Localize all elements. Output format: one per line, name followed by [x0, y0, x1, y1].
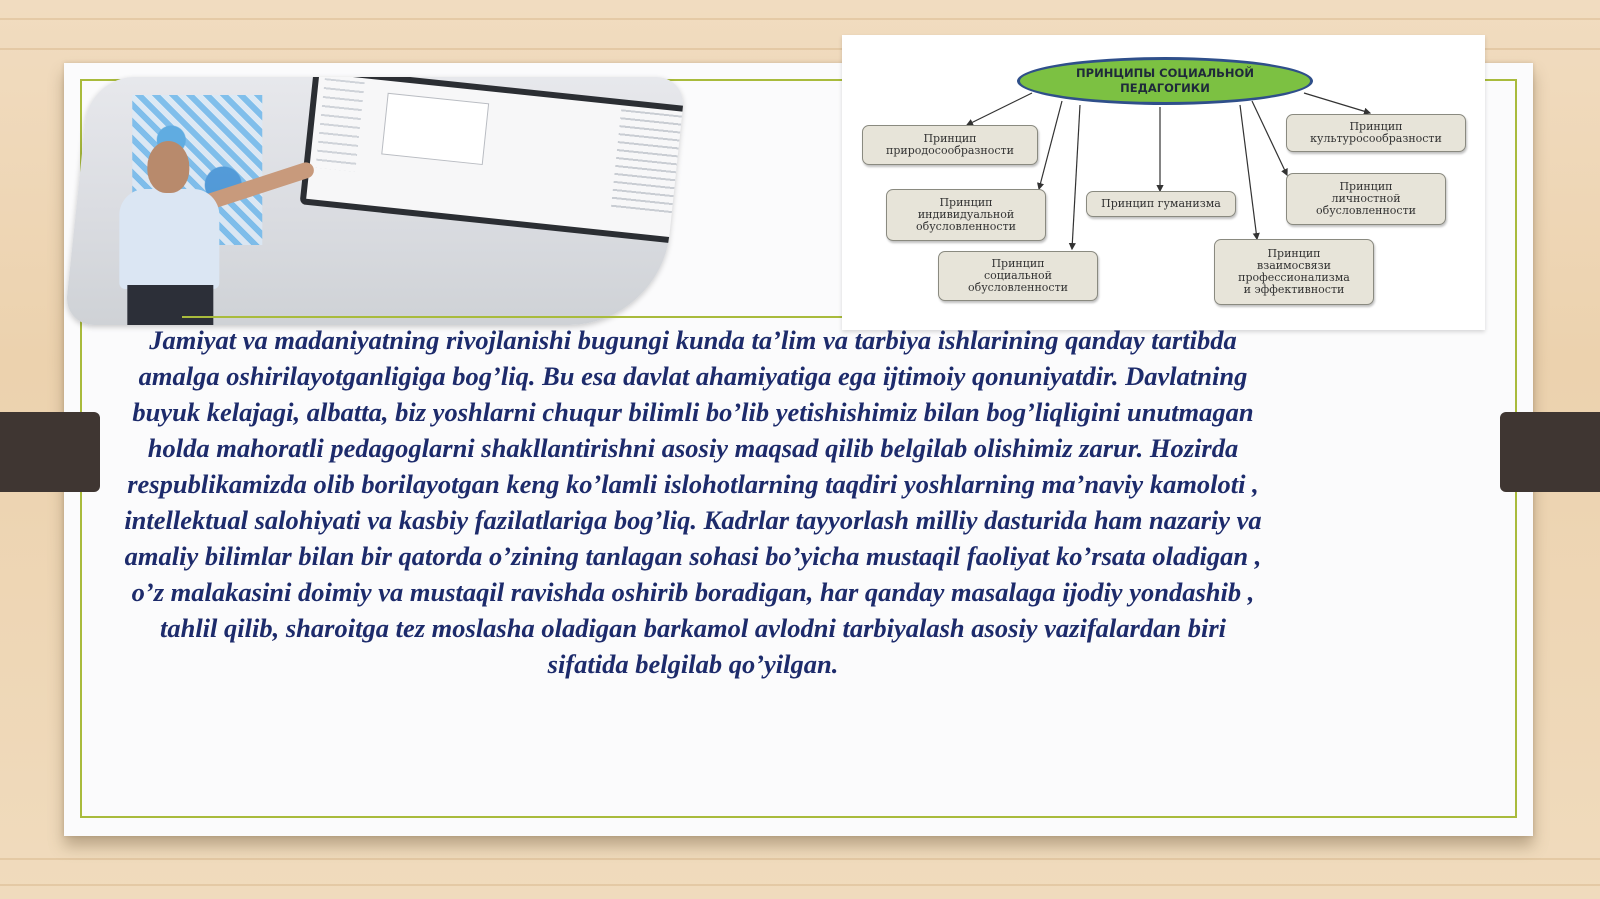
body-paragraph: Jamiyat va madaniyatning rivojlanishi bugungi kunda ta’lim va tarbiya ishlarining qanday tartibda amalga oshirilayotganligiga bog’liq. Bu esa davlat ahamiyatiga ega ijtimoiy qonuniyatdir. Davlatning buyuk kelajagi, albatta, biz yoshlarni chuqur bilimli bo’lib yetishishimiz bilan bog’liqligini unutmagan holda mahoratli pedagoglarni shakllantirishni asosiy maqsad qilib belgilab olishimiz zarur. Hozirda respublikamizda olib borilayotgan keng ko’lamli islohotlarning taqdiri yoshlarning ma’naviy kamoloti , intellektual salohiyati va kasbiy fazilatlariga bog’liq. Kadrlar tayyorlash milliy dasturida ham nazariy va amaliy bilimlar bilan bir qatorda o’zining tanlagan sohasi bo’yicha mustaqil faoliyat ko’rsata oladigan , o’z malakasini doimiy va mustaqil ravishda oshirib boradigan, har qanday masalaga ijodiy yondashib , tahlil qilib, sharoitga tez moslasha oladigan barkamol avlodni tarbiyalash asosiy vazifalardan biri sifatida belgilab qo’yilgan.: [124, 325, 1262, 679]
diagram-node: Принцип взаимосвязи профессионализма и эффективности: [1214, 239, 1374, 305]
presenter-figure: [111, 141, 221, 325]
diagram-node: Принцип природосообразности: [862, 125, 1038, 165]
principles-diagram: [842, 35, 1485, 330]
diagram-node: Принцип культуросообразности: [1286, 114, 1466, 152]
diagram-node: Принцип социальной обусловленности: [938, 251, 1098, 301]
right-tab: [1500, 412, 1600, 492]
diagram-root-node: ПРИНЦИПЫ СОЦИАЛЬНОЙ ПЕДАГОГИКИ: [1017, 57, 1313, 105]
connector: [1304, 93, 1370, 113]
divider-line: [182, 316, 842, 318]
connector: [967, 93, 1032, 125]
diagram-node: Принцип индивидуальной обусловленности: [886, 189, 1046, 241]
diagram-node: Принцип гуманизма: [1086, 191, 1236, 217]
connector: [1039, 101, 1062, 189]
connector: [1072, 105, 1080, 249]
left-tab: [0, 412, 100, 492]
diagram-node: Принцип личностной обусловленности: [1286, 173, 1446, 225]
display-screen: [300, 77, 686, 245]
presenter-photo: [64, 77, 686, 325]
connector: [1240, 105, 1257, 239]
connector: [1252, 101, 1287, 175]
